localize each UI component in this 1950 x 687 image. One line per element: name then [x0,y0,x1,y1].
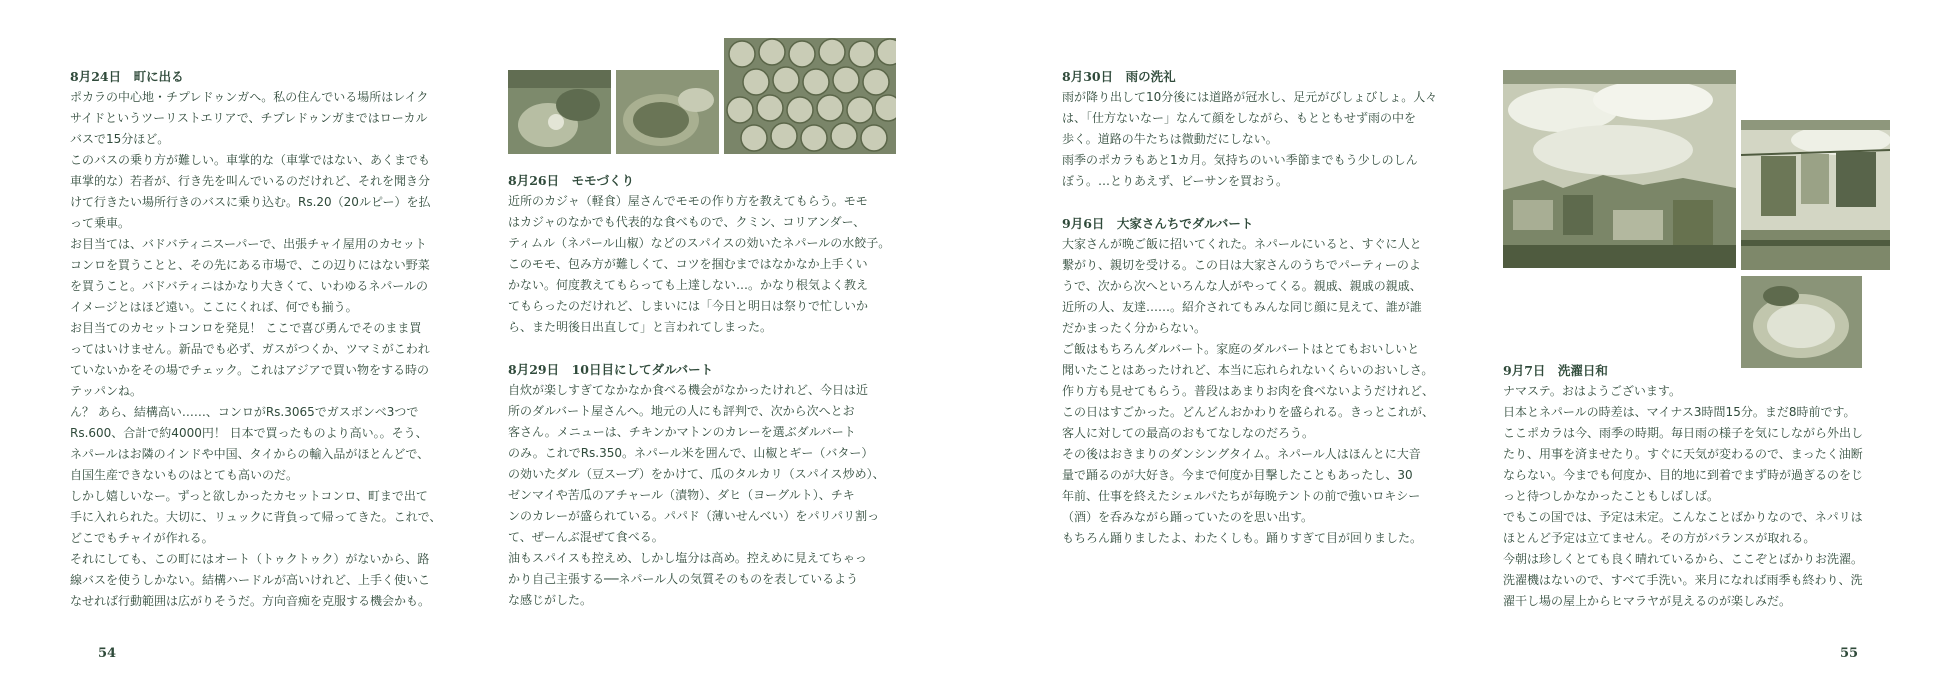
photo-momo-dumplings [724,38,896,154]
photo-pokhara-rooftops-sky [1503,70,1736,268]
diary-entry [1062,213,1462,549]
entry-text: ナマステ。おはようございます。 日本とネパールの時差は、マイナス3時間15分。まだ8時前です。 ここポカラは今、雨季の時期。毎日雨の様子を気にしながら外出し たり、用事を済ませたり。すぐに天気が変わるので、まったく油断 ならない。今までも何度か、目的地に到着でまず時が過ぎるのをじ っと待つしかなかったこともしばしば。 でもこの国では、予定は未定。こんなことばかりなので、ネパリは ほとんど予定は立てません。その方がバランスが取れる。 今朝は珍しくとても良く晴れているから、ここぞとばかりお洗濯。 洗濯機はないので、すべて手洗い。来月になれば雨季も終わり、洗 濯干し場の屋上からヒマラヤが見えるのが楽しみだ。 [1503,384,1864,608]
entry-heading [508,359,908,380]
entry-date: 9月6日 [1062,216,1105,231]
entry-title: 町に出る [133,69,184,84]
entry-title: 洗濯日和 [1557,363,1608,378]
diary-entry [508,359,908,611]
photo-momo-filling [616,70,719,154]
entry-title: 雨の洗礼 [1125,69,1176,84]
entry-text: 自炊が楽しすぎてなかなか食べる機会がなかったけれど、今日は近 所のダルバート屋さんへ。地元の人にも評判で、次から次へとお 客さん。メニューは、チキンかマトンのカレーを選ぶダルバート のみ。これでRs.350。ネパール米を囲んで、山椒とギー（バター） の効いたダル（豆スープ）をかけて、瓜のタルカリ（スパイス炒め）、 ゼンマイや苦瓜のアチャール（漬物）、ダヒ（ヨーグルト）、チキ ンのカレーが盛られている。パパド（薄いせんべい）をパリパリ割っ て、ぜーんぶ混ぜて食べる。 油もスパイスも控えめ、しかし塩分は高め。控えめに見えてちゃっ かり自己主張する──ネパール人の気質そのものを表しているよう な感じがした。 [508,383,885,607]
photo-laundry-drying [1741,120,1890,270]
diary-entry [1062,66,1462,192]
entry-text: 大家さんが晩ご飯に招いてくれた。ネパールにいると、すぐに人と 繋がり、親切を受ける。この日は大家さんのうちでパーティーのよ うで、次から次へといろんな人がやってくる。親戚、親戚の親戚、 近所の人、友達……。紹介されてもみんな同じ顔に見えて、誰が誰 だかまったく分からない。 ご飯はもちろんダルバート。家庭のダルバートはとてもおいしいと 聞いたことはあったけれど、本当に忘れられないくらいのおいしさ。 作り方も見せてもらう。普段はあまりお肉を食べないようだけれど、 この日はすごかった。どんどんおかわりを盛られる。きっとこれが、 客人に対しての最高のおもてなしなのだろう。 その後はおきまりのダンシングタイム。ネパール人はほんとに大音 量で踊るのが大好き。今まで何度か目撃したこともあったし、30 年前、仕事を終えたシェルパたちが毎晩テントの前で強いロキシー （酒）を呑みながら踊っていたのを思い出す。 もちろん踊りましたよ、わたくしも。踊りすぎて目が回りました。 [1062,237,1435,545]
entry-date: 9月7日 [1503,363,1546,378]
entry-heading [70,66,470,87]
left-page-column-1 [70,66,470,612]
page-number-left: 54 [98,646,117,661]
entry-text: 雨が降り出して10分後には道路が冠水し、足元がびしょびしょ。人々 は、「仕方ないなー」なんて顔をしながら、もとともせず雨の中を 歩く。道路の牛たちは微動だにしない。 雨季のポカラもあと1カ月。気持ちのいい季節までもう少しのしん ぼう。…とりあえず、ビーサンを買おう。 [1062,90,1438,188]
right-page-column-1 [1062,66,1462,549]
entry-heading [508,170,908,191]
entry-date: 8月26日 [508,173,560,188]
entry-title: モモづくり [571,173,635,188]
diary-entry [70,66,470,612]
entry-date: 8月30日 [1062,69,1114,84]
page-number-right: 55 [1840,646,1859,661]
entry-date: 8月24日 [70,69,122,84]
diary-entry [1503,360,1903,612]
entry-heading [1062,213,1462,234]
left-page-column-2 [508,170,908,611]
entry-heading [1503,360,1903,381]
entry-date: 8月29日 [508,362,560,377]
right-page-column-2 [1503,360,1903,612]
photo-handwashing-basin [1741,276,1862,368]
entry-text: 近所のカジャ（軽食）屋さんでモモの作り方を教えてもらう。モモ はカジャのなかでも代表的な食べもので、クミン、コリアンダー、 ティムル（ネパール山椒）などのスパイスの効いたネパールの水餃子。 このモモ、包み方が難しくて、コツを掴むまではなかなか上手くい かない。何度教えてもらっても上達しない…。かなり根気よく教え てもらったのだけれど、しまいには「今日と明日は祭りで忙しいか ら、また明後日出直して」と言われてしまった。 [508,194,891,334]
entry-heading [1062,66,1462,87]
entry-title: 大家さんちでダルバート [1116,216,1254,231]
entry-title: 10日目にしてダルバート [571,362,714,377]
diary-entry [508,170,908,338]
entry-text: ポカラの中心地・チプレドゥンガへ。私の住んでいる場所はレイク サイドというツーリストエリアで、チプレドゥンガまではローカル バスで15分ほど。 このバスの乗り方が難しい。車掌的な（車掌ではない、あくまでも 車掌的な）若者が、行き先を叫んでいるのだけれど、それを聞き分 けて行きたい場所行きのバスに乗り込む。Rs.20（20ルピー）を払 って乗車。 お目当ては、バドバティニスーパーで、出張チャイ屋用のカセット コンロを買うことと、その先にある市場で、この辺りにはない野菜 を買うこと。バドバティニはかなり大きくて、いわゆるネパールの イメージとはほど遠い。ここにくれば、何でも揃う。 お目当てのカセットコンロを発見！ ここで喜び勇んでそのまま買 ってはいけません。新品でも必ず、ガスがつくか、ツマミがこわれ ていないかをその場でチェック。これはアジアで買い物をする時の テッパンね。 ん？ あら、結構高い……、コンロがRs.3065でガスボンベ3つで Rs.600、合計で約4000円！ 日本で買ったものより高い。。そう、 ネパールはお隣のインドや中国、タイからの輸入品がほとんどで、 自国生産できないものはとても高いのだ。 しかし嬉しいなー。ずっと欲しかったカセットコンロ、町まで出て 手に入れられた。大切に、リュックに背負って帰ってきた。これで、 どこでもチャイが作れる。 それにしても、この町にはオート（トゥクトゥク）がないから、路 線バスを使うしかない。結構ハードルが高いけれど、上手く使いこ なせれば行動範囲は広がりそうだ。方向音痴を克服する機会かも。 [70,90,442,608]
photo-hands-folding-momo [508,70,611,154]
